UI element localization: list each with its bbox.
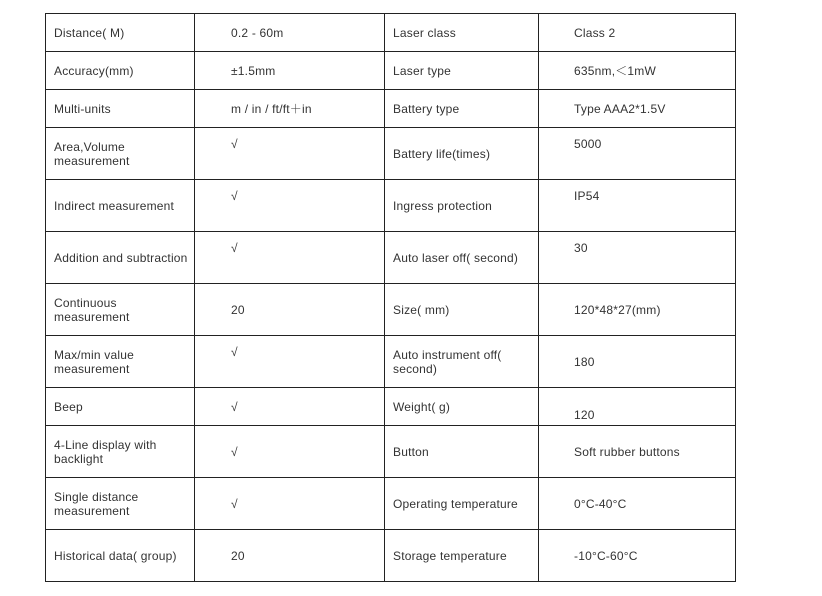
spec-value: √	[195, 388, 385, 426]
spec-label: Multi-units	[46, 90, 195, 128]
spec-label: Battery life(times)	[385, 128, 539, 180]
spec-label: Laser class	[385, 14, 539, 52]
spec-label: Battery type	[385, 90, 539, 128]
spec-label: Beep	[46, 388, 195, 426]
spec-value: 30	[539, 232, 736, 284]
spec-value: IP54	[539, 180, 736, 232]
spec-value: √	[195, 478, 385, 530]
spec-label: Auto laser off( second)	[385, 232, 539, 284]
table-row	[46, 52, 736, 90]
spec-value: 5000	[539, 128, 736, 180]
table-row	[46, 90, 736, 128]
spec-value: √	[195, 232, 385, 284]
spec-label: Distance( M)	[46, 14, 195, 52]
table-row	[46, 232, 736, 284]
spec-value: √	[195, 426, 385, 478]
spec-value: 120*48*27(mm)	[539, 284, 736, 336]
spec-label: Max/min value measurement	[46, 336, 195, 388]
spec-label: Single distance measurement	[46, 478, 195, 530]
spec-value: 0.2 - 60m	[195, 14, 385, 52]
spec-value: √	[195, 180, 385, 232]
table-row	[46, 284, 736, 336]
spec-value: 120	[539, 388, 736, 426]
spec-label: Indirect measurement	[46, 180, 195, 232]
spec-label: Historical data( group)	[46, 530, 195, 582]
spec-label: Accuracy(mm)	[46, 52, 195, 90]
spec-label: Size( mm)	[385, 284, 539, 336]
spec-value: ±1.5mm	[195, 52, 385, 90]
spec-value: m / in / ft/ft＋in	[195, 90, 385, 128]
spec-label: Weight( g)	[385, 388, 539, 426]
spec-value: √	[195, 128, 385, 180]
table-row	[46, 336, 736, 388]
spec-label: Laser type	[385, 52, 539, 90]
spec-value: Soft rubber buttons	[539, 426, 736, 478]
spec-label: Area,Volume measurement	[46, 128, 195, 180]
table-row	[46, 388, 736, 426]
spec-value: 635nm,＜1mW	[539, 52, 736, 90]
spec-value: 20	[195, 530, 385, 582]
table-row	[46, 426, 736, 478]
table-row	[46, 478, 736, 530]
spec-label: Ingress protection	[385, 180, 539, 232]
spec-value: Type AAA2*1.5V	[539, 90, 736, 128]
spec-label: Continuous measurement	[46, 284, 195, 336]
table-row	[46, 14, 736, 52]
spec-label: Storage temperature	[385, 530, 539, 582]
spec-label: 4-Line display with backlight	[46, 426, 195, 478]
spec-label: Button	[385, 426, 539, 478]
spec-table	[45, 13, 736, 582]
spec-value: √	[195, 336, 385, 388]
spec-value: 180	[539, 336, 736, 388]
table-row	[46, 180, 736, 232]
spec-value: -10°C-60°C	[539, 530, 736, 582]
spec-label: Operating temperature	[385, 478, 539, 530]
table-row	[46, 530, 736, 582]
spec-value: Class 2	[539, 14, 736, 52]
spec-label: Addition and subtraction	[46, 232, 195, 284]
spec-value: 20	[195, 284, 385, 336]
table-row	[46, 128, 736, 180]
spec-label: Auto instrument off( second)	[385, 336, 539, 388]
spec-value: 0°C-40°C	[539, 478, 736, 530]
